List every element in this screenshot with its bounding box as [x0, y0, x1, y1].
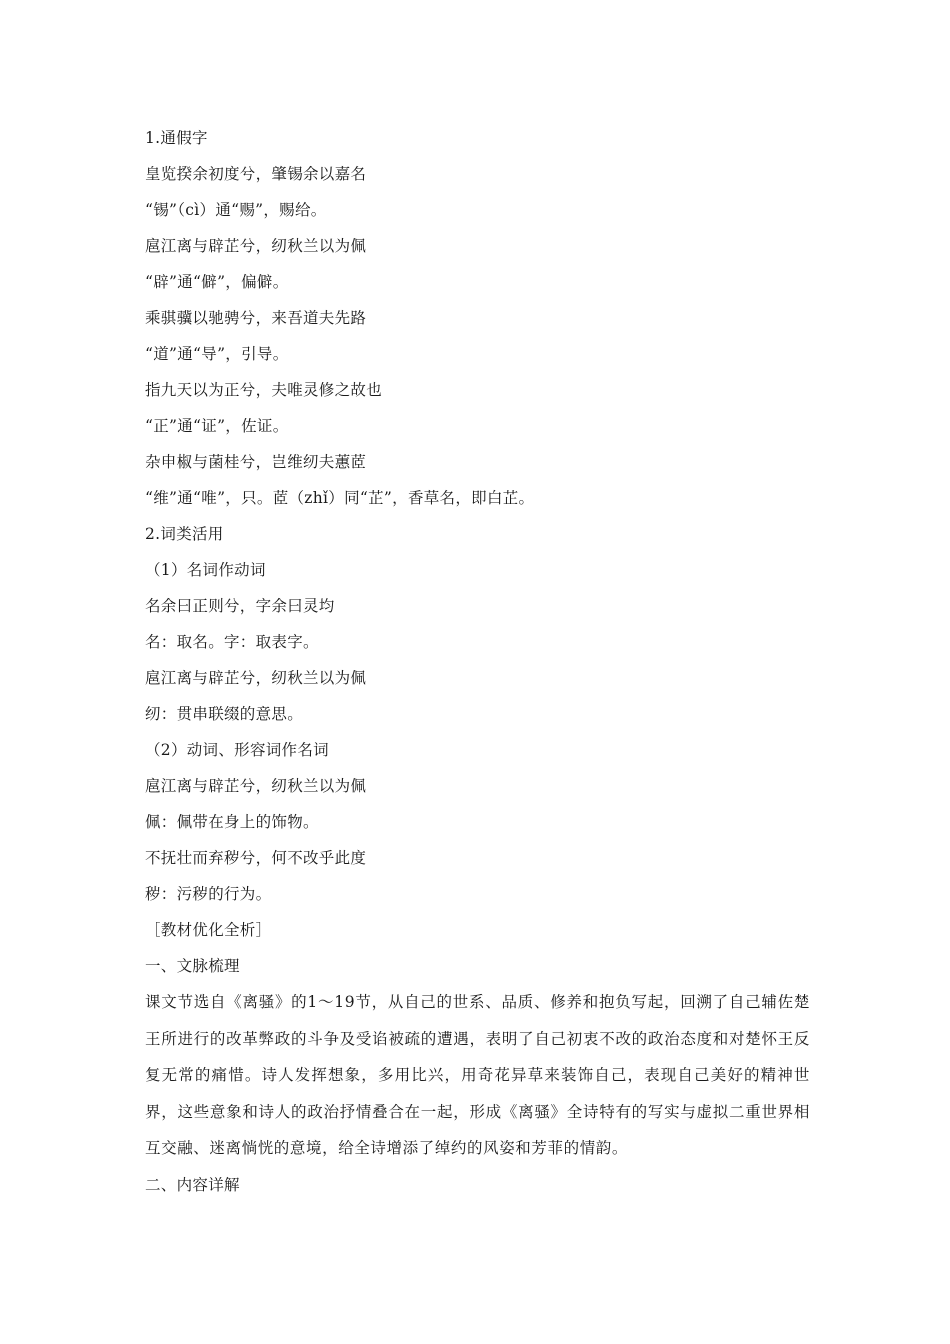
- annotation-line: 秽：污秽的行为。: [145, 885, 272, 903]
- subheading: （1）名词作动词: [145, 561, 266, 579]
- annotation-line: “维”通“唯”，只。茝（zhǐ）同“芷”，香草名，即白芷。: [145, 489, 535, 507]
- quote-line: 杂申椒与菌桂兮，岂维纫夫蕙茝: [145, 453, 367, 471]
- quote-line: 扈江离与辟芷兮，纫秋兰以为佩: [145, 237, 367, 255]
- annotation-line: “锡”（cì）通“赐”，赐给。: [145, 201, 327, 219]
- bracket-heading: ［教材优化全析］: [145, 921, 272, 939]
- section-heading-wenmai: 一、文脉梳理: [145, 957, 240, 975]
- subheading: （2）动词、形容词作名词: [145, 741, 329, 759]
- quote-line: 乘骐骥以驰骋兮，来吾道夫先路: [145, 309, 367, 327]
- quote-line: 指九天以为正兮，夫唯灵修之故也: [145, 381, 383, 399]
- annotation-line: “道”通“导”，引导。: [145, 345, 289, 363]
- section-heading-neirong: 二、内容详解: [145, 1175, 240, 1194]
- quote-line: 名余曰正则兮，字余曰灵均: [145, 597, 335, 615]
- document-body: [145, 120, 810, 1203]
- quote-line: 扈江离与辟芷兮，纫秋兰以为佩: [145, 777, 367, 795]
- section-heading-cileihuoyong: 2.词类活用: [145, 525, 224, 543]
- annotation-line: “正”通“证”，佐证。: [145, 417, 289, 435]
- quote-line: 皇览揆余初度兮，肇锡余以嘉名: [145, 165, 367, 183]
- quote-line: 不抚壮而弃秽兮，何不改乎此度: [145, 849, 367, 867]
- section-heading-tongjiazi: 1.通假字: [145, 129, 208, 147]
- quote-line: 扈江离与辟芷兮，纫秋兰以为佩: [145, 669, 367, 687]
- annotation-line: 名：取名。字：取表字。: [145, 633, 319, 651]
- annotation-line: 纫：贯串联缀的意思。: [145, 705, 304, 723]
- body-paragraph: 课文节选自《离骚》的1～19节，从自己的世系、品质、修养和抱负写起，回溯了自己辅佐楚王所进行的改革弊政的斗争及受谄被疏的遭遇，表明了自己初衷不改的政治态度和对楚怀王反复无常的痛惜。诗人发挥想象，多用比兴，用奇花异草来装饰自己，表现自己美好的精神世界，这些意象和诗人的政治抒情叠合在一起，形成《离骚》全诗特有的写实与虚拟二重世界相互交融、迷离惝恍的意境，给全诗增添了绰约的风姿和芳菲的情韵。: [145, 993, 810, 1157]
- annotation-line: 佩：佩带在身上的饰物。: [145, 813, 319, 831]
- annotation-line: “辟”通“僻”，偏僻。: [145, 273, 289, 291]
